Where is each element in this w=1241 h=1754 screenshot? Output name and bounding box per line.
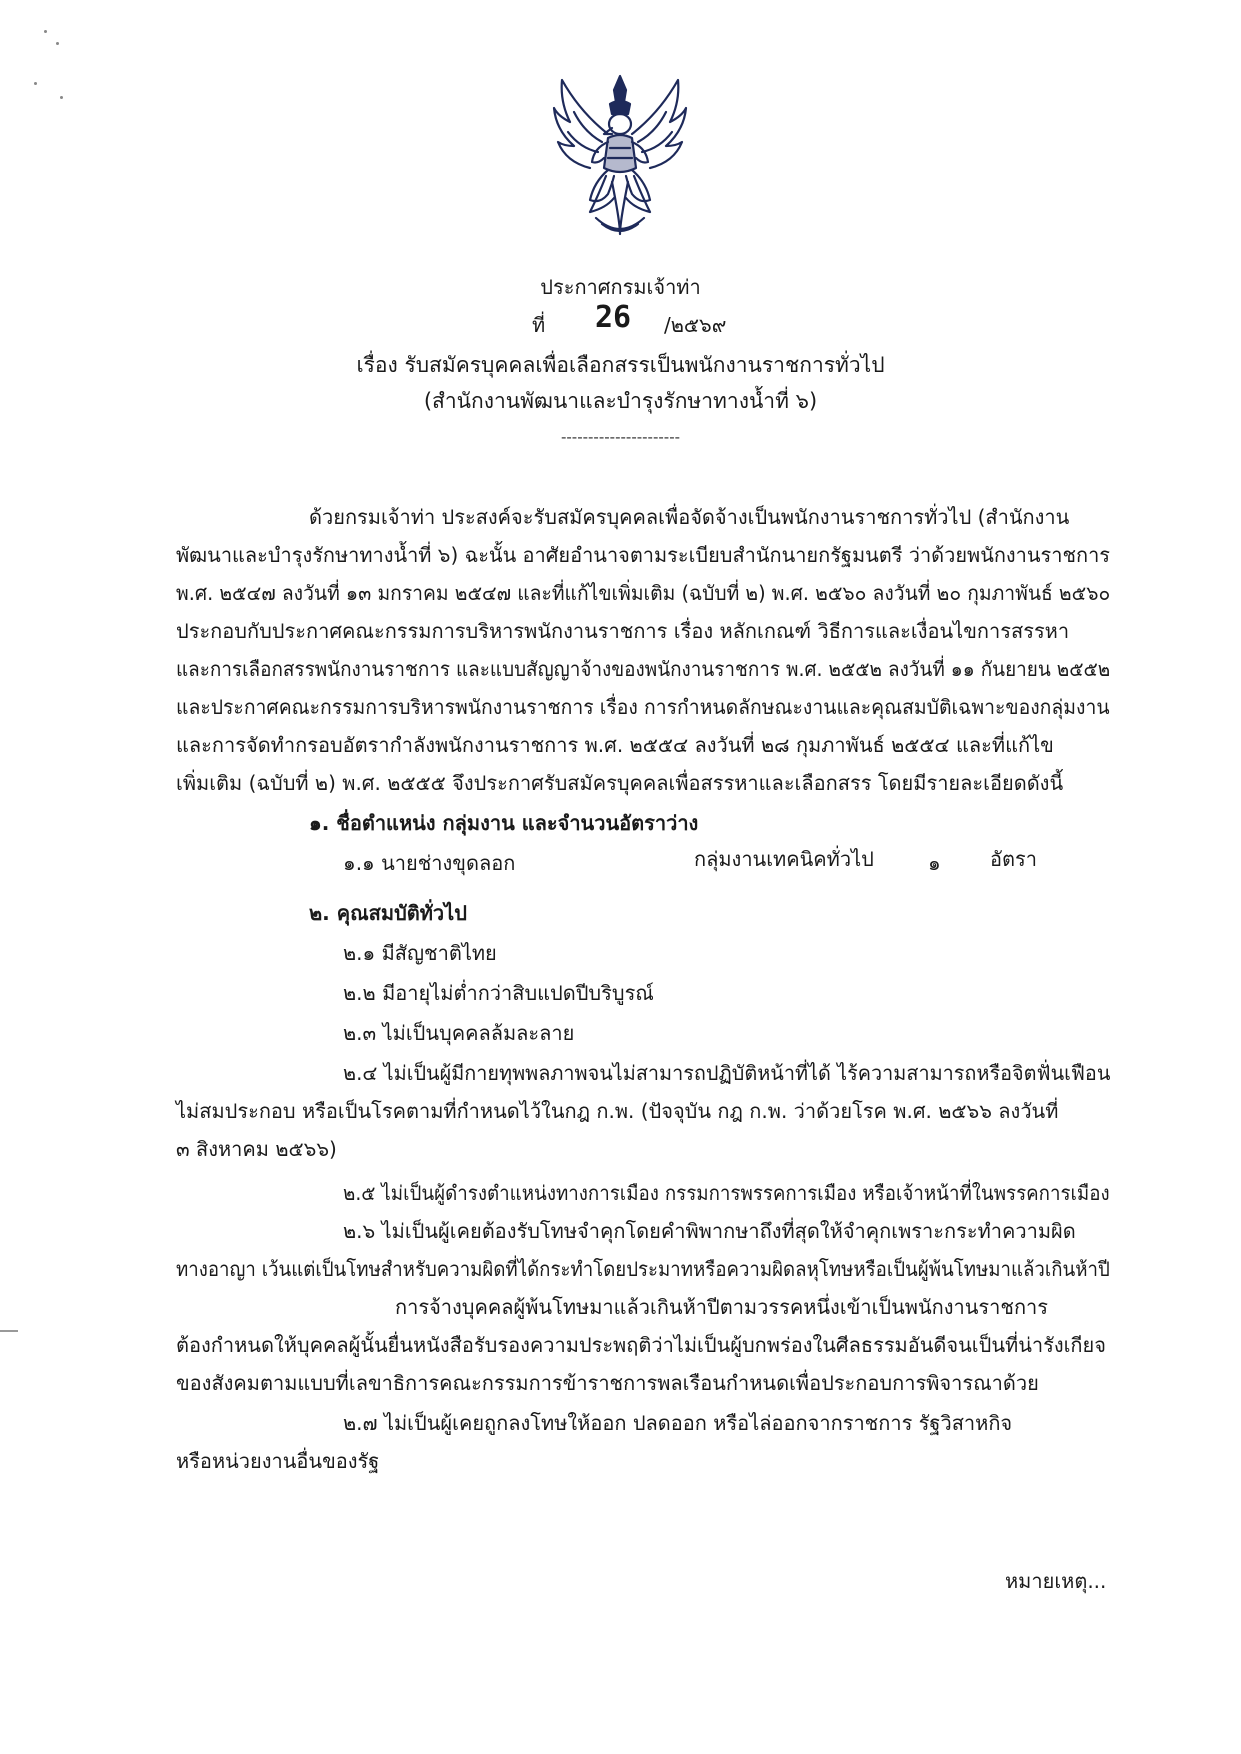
qualification-item: ๒.๒ มีอายุไม่ต่ำกว่าสิบแปดปีบริบูรณ์: [343, 981, 654, 1005]
qualification-item-cont: การจ้างบุคคลผู้พ้นโทษมาแล้วเกินห้าปีตามวรรคหนึ่งเข้าเป็นพนักงานราชการ: [395, 1295, 1049, 1319]
intro-line: พัฒนาและบำรุงรักษาทางน้ำที่ ๖) ฉะนั้น อาศัยอำนาจตามระเบียบสำนักนายกรัฐมนตรี ว่าด้วยพนักงานราชการ: [176, 543, 1111, 567]
position-unit: อัตรา: [990, 847, 1037, 871]
qualification-item: ๒.๔ ไม่เป็นผู้มีกายทุพพลภาพจนไม่สามารถปฏิบัติหน้าที่ได้ ไร้ความสามารถหรือจิตฟั่นเฟือน: [343, 1061, 1111, 1085]
intro-line: พ.ศ. ๒๕๔๗ ลงวันที่ ๑๓ มกราคม ๒๕๔๗ และที่แก้ไขเพิ่มเติม (ฉบับที่ ๒) พ.ศ. ๒๕๖๐ ลงวันที่ ๒๐ กุมภาพันธ์ ๒๕๖๐: [176, 581, 1111, 605]
qualification-item-cont: ทางอาญา เว้นแต่เป็นโทษสำหรับความผิดที่ได้กระทำโดยประมาทหรือความผิดลหุโทษหรือเป็นผู้พ้นโทษมาแล้วเกินห้าปี: [176, 1257, 1110, 1281]
position-count: ๑: [928, 851, 941, 875]
year-suffix: /๒๕๖๙: [664, 313, 727, 337]
qualification-item-cont: หรือหน่วยงานอื่นของรัฐ: [176, 1449, 380, 1473]
position-group: กลุ่มงานเทคนิคทั่วไป: [694, 847, 874, 871]
qualification-item: ๒.๕ ไม่เป็นผู้ดำรงตำแหน่งทางการเมือง กรรมการพรรคการเมือง หรือเจ้าหน้าที่ในพรรคการเมือง: [343, 1181, 1110, 1205]
position-name: ๑.๑ นายช่างขุดลอก: [343, 851, 516, 875]
qualification-item: ๒.๖ ไม่เป็นผู้เคยต้องรับโทษจำคุกโดยคำพิพากษาถึงที่สุดให้จำคุกเพราะกระทำความผิด: [343, 1219, 1076, 1243]
section2-heading: ๒. คุณสมบัติทั่วไป: [309, 901, 467, 925]
qualification-item-cont: ต้องกำหนดให้บุคคลผู้นั้นยื่นหนังสือรับรองความประพฤติว่าไม่เป็นผู้บกพร่องในศีลธรรมอันดีจนเป็นที่น่ารังเกียจ: [176, 1333, 1106, 1357]
qualification-item: ๒.๑ มีสัญชาติไทย: [343, 941, 497, 965]
intro-line: และการเลือกสรรพนักงานราชการ และแบบสัญญาจ้างของพนักงานราชการ พ.ศ. ๒๕๕๒ ลงวันที่ ๑๑ กันยายน ๒๕๕๒: [176, 657, 1111, 681]
intro-line: และการจัดทำกรอบอัตรากำลังพนักงานราชการ พ.ศ. ๒๕๕๔ ลงวันที่ ๒๘ กุมภาพันธ์ ๒๕๕๔ และที่แก้ไข: [176, 733, 1054, 757]
garuda-emblem-icon: [550, 72, 690, 242]
intro-line: ด้วยกรมเจ้าท่า ประสงค์จะรับสมัครบุคคลเพื่อจัดจ้างเป็นพนักงานราชการทั่วไป (สำนักงาน: [309, 505, 1070, 529]
qualification-item-cont: ๓ สิงหาคม ๒๕๖๖): [176, 1137, 337, 1161]
intro-line: ประกอบกับประกาศคณะกรรมการบริหารพนักงานราชการ เรื่อง หลักเกณฑ์ วิธีการและเงื่อนไขการสรรหา: [176, 619, 1070, 643]
header-divider: ----------------------: [560, 428, 681, 446]
qualification-item-cont: ของสังคมตามแบบที่เลขาธิการคณะกรรมการข้าราชการพลเรือนกำหนดเพื่อประกอบการพิจารณาด้วย: [176, 1371, 1039, 1395]
announcement-number: 26: [595, 300, 632, 335]
qualification-item-cont: ไม่สมประกอบ หรือเป็นโรคตามที่กำหนดไว้ในกฎ ก.พ. (ปัจจุบัน กฎ ก.พ. ว่าด้วยโรค พ.ศ. ๒๕๖๖ ลงวันที่: [176, 1099, 1059, 1123]
intro-line: เพิ่มเติม (ฉบับที่ ๒) พ.ศ. ๒๕๕๕ จึงประกาศรับสมัครบุคคลเพื่อสรรหาและเลือกสรร โดยมีรายละเอียดดังนี้: [176, 771, 1064, 795]
continuation-note: หมายเหตุ...: [1005, 1569, 1107, 1593]
intro-line: และประกาศคณะกรรมการบริหารพนักงานราชการ เรื่อง การกำหนดลักษณะงานและคุณสมบัติเฉพาะของกลุ่มงาน: [176, 695, 1110, 719]
number-prefix: ที่: [532, 313, 546, 337]
qualification-item: ๒.๗ ไม่เป็นผู้เคยถูกลงโทษให้ออก ปลดออก หรือไล่ออกจากราชการ รัฐวิสาหกิจ: [343, 1411, 1013, 1435]
edge-mark: [0, 1330, 18, 1332]
announcement-agency-line: ประกาศกรมเจ้าท่า: [540, 275, 701, 299]
announcement-subject-sub: (สำนักงานพัฒนาและบำรุงรักษาทางน้ำที่ ๖): [423, 389, 818, 413]
qualification-item: ๒.๓ ไม่เป็นบุคคลล้มละลาย: [343, 1021, 575, 1045]
section1-heading: ๑. ชื่อตำแหน่ง กลุ่มงาน และจำนวนอัตราว่าง: [309, 811, 699, 835]
announcement-subject: เรื่อง รับสมัครบุคคลเพื่อเลือกสรรเป็นพนักงานราชการทั่วไป: [356, 353, 885, 377]
